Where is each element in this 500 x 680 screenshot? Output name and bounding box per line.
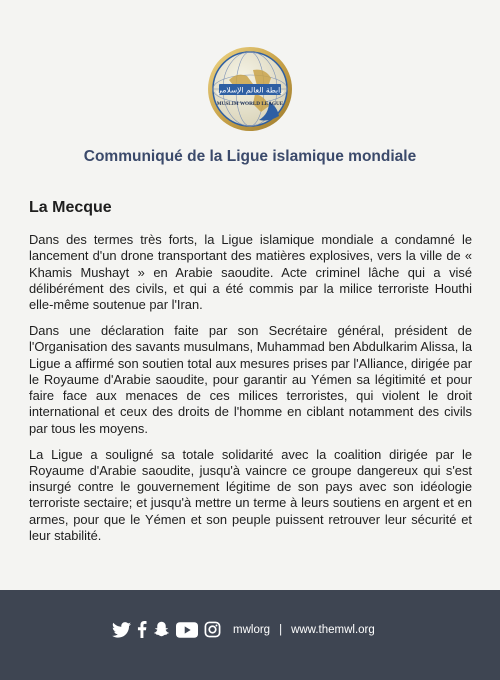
youtube-icon[interactable] [176, 622, 198, 638]
muslim-world-league-logo [207, 46, 293, 132]
instagram-icon[interactable] [204, 621, 221, 638]
dateline-city: La Mecque [29, 199, 112, 216]
logo-arabic-text: رابطة العالم الإسلامي [216, 85, 284, 95]
twitter-icon[interactable] [112, 622, 131, 638]
paragraph-1: Dans des termes très forts, la Ligue islamique mondiale a condamné le lancement d'un drone transportant des matières explosives, vers la ville de « Khamis Mushayt » en Arabie saoudite. Acte criminel lâche qui a visé délibérément des civils, et qui a été commis par la milice terroriste Houthi elle-même soutenue par l'Iran. [29, 232, 472, 313]
footer-separator: | [279, 624, 283, 636]
snapchat-icon[interactable] [153, 621, 170, 638]
facebook-icon[interactable] [137, 621, 147, 638]
social-handle[interactable]: mwlorg [233, 624, 271, 636]
logo-emblem [207, 46, 293, 132]
footer-contact [233, 624, 375, 636]
article-body [29, 232, 472, 554]
page-title: Communiqué de la Ligue islamique mondiale [83, 148, 417, 165]
logo-latin-text: MUSLIM WORLD LEAGUE [216, 101, 284, 107]
paragraph-3: La Ligue a souligné sa totale solidarité avec la coalition dirigée par le Royaume d'Arabie saoudite, jusqu'à vaincre ce groupe dangereux qui s'est insurgé contre le gouvernement légitime de son pays avec son idéologie terroriste sectaire; et jusqu'à mettre un terme à leurs soutiens en argent et en armes, pour que le Yémen et son peuple puissent retrouver leur sécurité et leur stabilité. [29, 446, 472, 544]
paragraph-2: Dans une déclaration faite par son Secrétaire général, président de l'Organisation des savants musulmans, Muhammad ben Abdulkarim Alissa, la Ligue a affirmé son soutien total aux mesures prises par l'Alliance, dirigée par le Royaume d'Arabie saoudite, pour garantir au Yémen sa légitimité et pour faire face aux menaces de ces milices terroristes, qui violent le droit international et ceux des droits de l'homme en ciblant notamment des civils par tous les moyens. [29, 322, 472, 436]
social-icons [112, 621, 221, 638]
website-link[interactable]: www.themwl.org [291, 624, 375, 636]
